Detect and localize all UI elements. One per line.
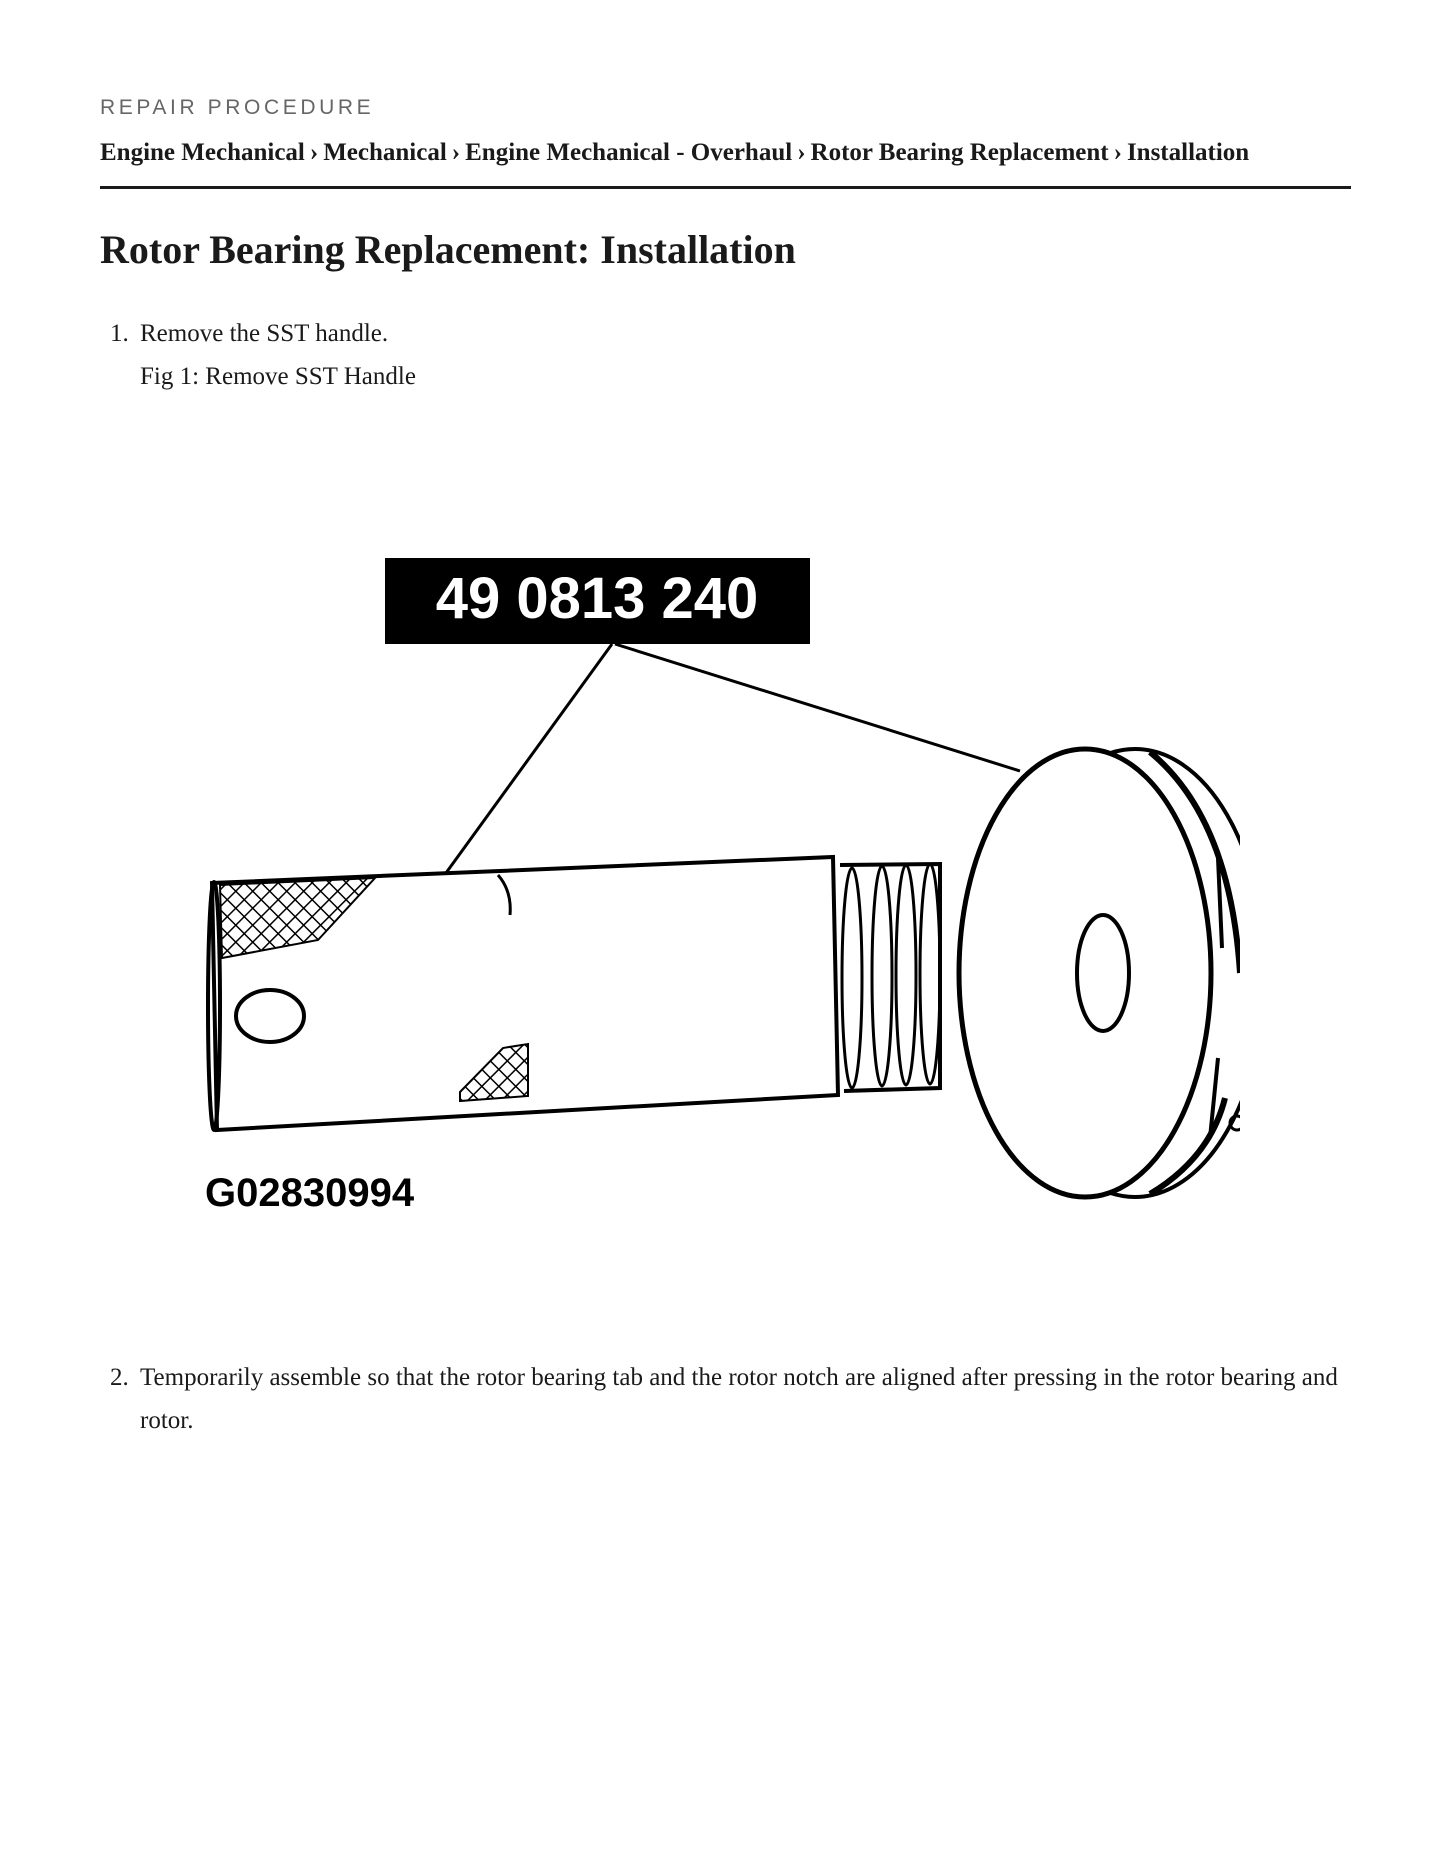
breadcrumb-separator: › [797, 139, 806, 166]
breadcrumb-item[interactable]: Rotor Bearing Replacement [810, 139, 1109, 166]
leader-line [615, 644, 1020, 771]
breadcrumb-item[interactable]: Engine Mechanical - Overhaul [465, 139, 793, 166]
step-number: 2. [110, 1364, 129, 1391]
breadcrumb-item[interactable]: Mechanical [323, 139, 447, 166]
procedure-step [100, 312, 1351, 1210]
section-eyebrow: REPAIR PROCEDURE [100, 96, 375, 119]
breadcrumb [100, 139, 1351, 167]
figure-caption: Fig 1: Remove SST Handle [140, 363, 416, 390]
page-title: Rotor Bearing Replacement: Installation [100, 227, 796, 272]
sst-handle-illustration [100, 398, 1240, 1210]
breadcrumb-separator: › [451, 139, 461, 166]
breadcrumb-item[interactable]: Engine Mechanical [100, 139, 305, 166]
puller-disc-face [959, 749, 1211, 1197]
breadcrumb-item-current: Installation [1126, 139, 1250, 166]
step-number: 1. [110, 320, 129, 347]
step-text: Remove the SST handle. [140, 320, 389, 347]
leader-line [438, 644, 612, 884]
breadcrumb-separator: › [1113, 139, 1122, 166]
header-divider [100, 186, 1351, 189]
procedure-steps [100, 312, 1351, 1210]
step-text: Temporarily assemble so that the rotor bearing tab and the rotor notch are aligned after pressing in the rotor bearing and rotor. [140, 1364, 1338, 1434]
figure-remove-sst-handle [100, 398, 1240, 1210]
breadcrumb-separator: › [309, 139, 319, 166]
image-code: G02830994 [205, 1171, 415, 1210]
tool-number-label: 49 0813 240 [435, 566, 759, 631]
procedure-step [100, 1356, 1351, 1442]
